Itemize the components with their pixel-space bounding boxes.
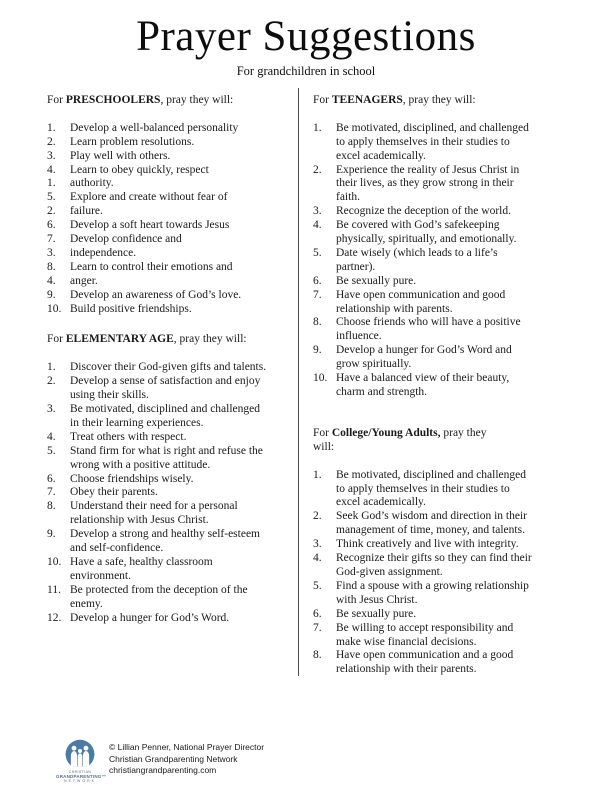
list-item-line [313,538,589,552]
list-item-number: 2. [47,375,56,388]
list-item-line [313,205,589,219]
list-item-number: 3. [47,149,56,162]
list-item-number [313,496,336,510]
list-item-line [313,510,589,524]
list-item-number [313,636,336,650]
list-item-text: make wise financial decisions. [336,635,477,648]
list-item-text: failure. [70,205,103,218]
list-item-number: 3. [313,538,322,551]
list-item-number: 1. [47,361,56,374]
list-item-number [47,570,70,584]
list-item-line [47,584,299,598]
logo-text-grandparenting: GRANDPARENTING™ [56,773,107,779]
list-item-text: partner). [336,260,376,273]
list-item-text: Be protected from the deception of the [70,583,248,596]
section-heading: For TEENAGERS, pray they will: [313,94,476,106]
list-item-number: 2. [47,135,56,148]
list-item-line [313,122,589,136]
list-item-number [313,566,336,580]
list-item-text: relationship with Jesus Christ. [70,514,209,527]
list-item-number: 8. [47,500,56,513]
list-item-number: 7. [313,288,322,301]
list-item-text: to apply themselves in their studies to [336,135,510,148]
list-item-text: Play well with others. [70,149,171,162]
logo-text-network: NETWORK [64,778,96,783]
list-item-number [313,191,336,205]
list-item-text: Obey their parents. [70,486,158,499]
list-item-text: Recognize the deception of the world. [336,205,511,218]
list-item-number: 2. [313,163,322,176]
list-item-text: management of time, money, and talents. [336,524,525,537]
list-item-line [313,483,589,497]
list-item-text: Build positive friendships. [70,302,192,315]
list-item-text: Have a safe, healthy classroom [70,555,213,568]
list-item-text: relationship with their parents. [336,663,477,676]
list-item-line [47,389,299,403]
list-item-number: 9. [47,528,56,541]
list-item-line [47,136,299,150]
list-item-line [47,205,299,219]
logo-text-christian: CHRISTIAN [68,770,92,774]
list-item-text: Have a balanced view of their beauty, [336,372,510,385]
list-item-number: 4. [47,274,56,287]
right-column [313,94,589,677]
list-item-text: Treat others with respect. [70,430,187,443]
list-item-number: 7. [313,621,322,634]
list-item-line [47,191,299,205]
list-item-text: with Jesus Christ. [336,593,418,606]
list-item-text: their lives, as they grow strong in their [336,177,514,190]
page-title: Prayer Suggestions [136,13,476,60]
list-item-text: Discover their God-given gifts and talents. [70,361,267,374]
list-item-line [313,386,589,400]
list-item-number: 8. [313,316,322,329]
list-item-text: environment. [70,569,131,582]
list-item-number: 6. [47,472,56,485]
list-item-text: Develop confidence and [70,233,182,246]
list-item-line [47,612,299,626]
list-item-text: Have open communication and good [336,288,506,301]
list-item-text: excel academically. [336,496,426,509]
list-item-line [47,219,299,233]
list-item-line [313,496,589,510]
list-item-line [47,598,299,612]
list-item-number: 10. [313,372,328,385]
list-item-number: 10. [47,555,62,568]
list-item-number: 7. [47,233,56,246]
list-item-line [313,177,589,191]
list-item-text: Understand their need for a personal [70,500,238,513]
section-teenagers [313,94,589,400]
list-item-text: authority. [70,177,114,190]
credit-text-block [109,739,264,777]
organization-logo [56,739,107,784]
list-item-number: 3. [47,246,56,259]
list-item-line [313,261,589,275]
list-item-line [313,316,589,330]
list-item-line [47,473,299,487]
list-item-line [313,136,589,150]
list-item-text: Be sexually pure. [336,607,417,620]
list-item-text: God-given assignment. [336,565,443,578]
list-item-text: Choose friendships wisely. [70,472,194,485]
section-heading: For PRESCHOOLERS, pray they will: [47,94,234,106]
list-item-text: charm and strength. [336,386,428,399]
list-item-text: Be motivated, disciplined and challenged [70,403,261,415]
list-item-number [313,177,336,191]
list-item-number: 4. [313,219,322,232]
list-item-line [313,358,589,372]
list-item-text: Develop a strong and healthy self-esteem [70,528,261,541]
list-item-number [313,358,336,372]
list-item-text: Learn problem resolutions. [70,135,195,148]
credit-line-network: Christian Grandparenting Network [109,753,238,764]
list-item-number: 4. [313,552,322,565]
list-item-line [313,622,589,636]
list-item-number: 4. [47,430,56,443]
list-item-text: Develop a sense of satisfaction and enjoy [70,375,261,388]
list-item-line [47,275,299,289]
list-item-number: 8. [47,260,56,273]
list-item-line [47,177,299,191]
list-item-number [313,261,336,275]
list-item-line [47,417,299,431]
list-item-text: grow spiritually. [336,358,412,371]
list-item-line [313,594,589,608]
list-item-text: faith. [336,191,360,204]
list-item-number: 2. [47,205,56,218]
footer [56,739,264,784]
list-item-number [313,594,336,608]
list-item-line [47,289,299,303]
list-item-number [47,389,70,403]
list-item-text: anger. [70,274,98,287]
list-item-number: 9. [47,288,56,301]
list-item-number: 1. [313,121,322,134]
list-item-text: Develop a well-balanced personality [70,121,239,134]
list-item-number [313,330,336,344]
list-item-line [47,556,299,570]
list-item-text: relationship with parents. [336,302,453,315]
list-item-text: Experience the reality of Jesus Christ in [336,163,520,176]
section-heading: For College/Young Adults, pray they will: [313,426,487,453]
list-item-number: 3. [47,403,56,415]
list-item-line [313,247,589,261]
list-item-line [313,289,589,303]
list-item-text: Be motivated, disciplined and challenged [336,468,527,481]
list-item-text: Seek God’s wisdom and direction in their [336,510,527,523]
list-item-line [47,445,299,459]
credit-line-website: christiangrandparenting.com [109,765,217,775]
list-item-line [313,219,589,233]
list-item-text: influence. [336,330,382,343]
list-item-line [47,542,299,556]
list-item-text: in their learning experiences. [70,416,204,429]
list-item-line [313,469,589,483]
list-item-line [313,303,589,317]
list-item-text: Date wisely (which leads to a life’s [336,246,498,259]
list-item-line [47,361,299,375]
list-item-line [47,375,299,389]
list-item-text: Develop a hunger for God’s Word. [70,611,230,624]
list-item-number: 8. [313,649,322,662]
list-item-number [313,483,336,497]
list-item-line [313,191,589,205]
list-item-text: wrong with a positive attitude. [70,458,211,471]
list-item-number: 5. [313,246,322,259]
list-item-number: 1. [47,177,56,190]
list-item-line [313,164,589,178]
left-column [47,94,299,626]
list-item-number [313,136,336,150]
list-item-line [313,372,589,386]
list-item-line [47,150,299,164]
list-item-text: Develop an awareness of God’s love. [70,288,242,301]
list-item-line [313,524,589,538]
list-item-number: 12. [47,611,62,624]
list-item-line [47,431,299,445]
list-item-number [313,386,336,400]
list-item-text: and self-confidence. [70,542,164,555]
list-item-line [47,486,299,500]
list-item-text: independence. [70,246,137,259]
list-item-line [313,233,589,247]
page-subtitle: For grandchildren in school [236,64,376,78]
section-preschoolers [47,94,299,316]
list-item-line [47,261,299,275]
list-item-text: excel academically. [336,149,426,162]
list-item-text: Learn to control their emotions and [70,260,233,273]
list-item-number: 6. [313,607,322,620]
list-item-number [47,542,70,556]
list-item-number [313,233,336,247]
list-item-number: 3. [313,205,322,218]
list-item-number [313,150,336,164]
list-item-line [47,122,299,136]
list-item-text: Be covered with God’s safekeeping [336,219,500,232]
list-item-line [313,344,589,358]
list-item-number: 5. [47,191,56,204]
list-item-line [47,459,299,473]
section-heading: For ELEMENTARY AGE, pray they will: [47,333,247,346]
list-item-line [47,528,299,542]
list-item-number: 5. [313,579,322,592]
list-item-line [313,649,589,663]
list-item-text: Learn to obey quickly, respect [70,163,209,176]
list-item-line [47,247,299,261]
list-item-text: Have open communication and a good [336,649,514,662]
grandparents-family-logo-icon [62,739,98,771]
credit-line-author: © Lillian Penner, National Prayer Director [109,742,265,752]
list-item-number [313,303,336,317]
list-item-line [313,552,589,566]
list-item-text: to apply themselves in their studies to [336,482,510,495]
list-item-text: Be motivated, disciplined, and challenged [336,121,529,134]
list-item-line [47,164,299,178]
list-item-line [313,150,589,164]
list-item-line [313,636,589,650]
list-item-number: 7. [47,486,56,499]
list-item-text: Develop a hunger for God’s Word and [336,344,512,357]
list-item-line [313,275,589,289]
list-item-number: 1. [313,468,322,481]
list-item-number [47,514,70,528]
list-item-line [47,500,299,514]
list-item-text: Choose friends who will have a positive [336,316,521,329]
list-item-text: Develop a soft heart towards Jesus [70,219,230,232]
list-item-number [47,598,70,612]
list-item-text: Recognize their gifts so they can find their [336,552,532,565]
list-item-line [47,403,299,417]
list-item-number [313,524,336,538]
list-item-line [313,330,589,344]
list-item-number [313,663,336,677]
list-item-line [47,233,299,247]
list-item-number [47,459,70,473]
list-item-number: 6. [313,274,322,287]
list-item-text: Explore and create without fear of [70,191,228,204]
list-item-line [47,570,299,584]
list-item-text: enemy. [70,597,103,610]
list-item-line [313,608,589,622]
list-item-text: Stand firm for what is right and refuse the [70,444,263,457]
list-item-line [313,663,589,677]
list-item-text: Think creatively and live with integrity. [336,538,519,551]
list-item-number [47,417,70,431]
list-item-number: 9. [313,344,322,357]
list-item-number: 6. [47,219,56,232]
list-item-number: 10. [47,302,62,315]
section-college-young-adults [313,427,589,677]
list-item-number: 4. [47,163,56,176]
list-item-line [47,303,299,317]
section-elementary-age [47,333,299,625]
list-item-text: Be sexually pure. [336,274,417,287]
list-item-line [313,566,589,580]
list-item-text: Be willing to accept responsibility and [336,621,514,634]
list-item-line [313,580,589,594]
list-item-number: 2. [313,510,322,523]
list-item-text: Find a spouse with a growing relationship [336,579,529,592]
list-item-line [47,514,299,528]
list-item-number: 11. [47,583,61,596]
list-item-number: 1. [47,121,56,134]
list-item-text: using their skills. [70,389,149,402]
list-item-text: physically, spiritually, and emotionally. [336,233,517,246]
list-item-number: 5. [47,444,56,457]
